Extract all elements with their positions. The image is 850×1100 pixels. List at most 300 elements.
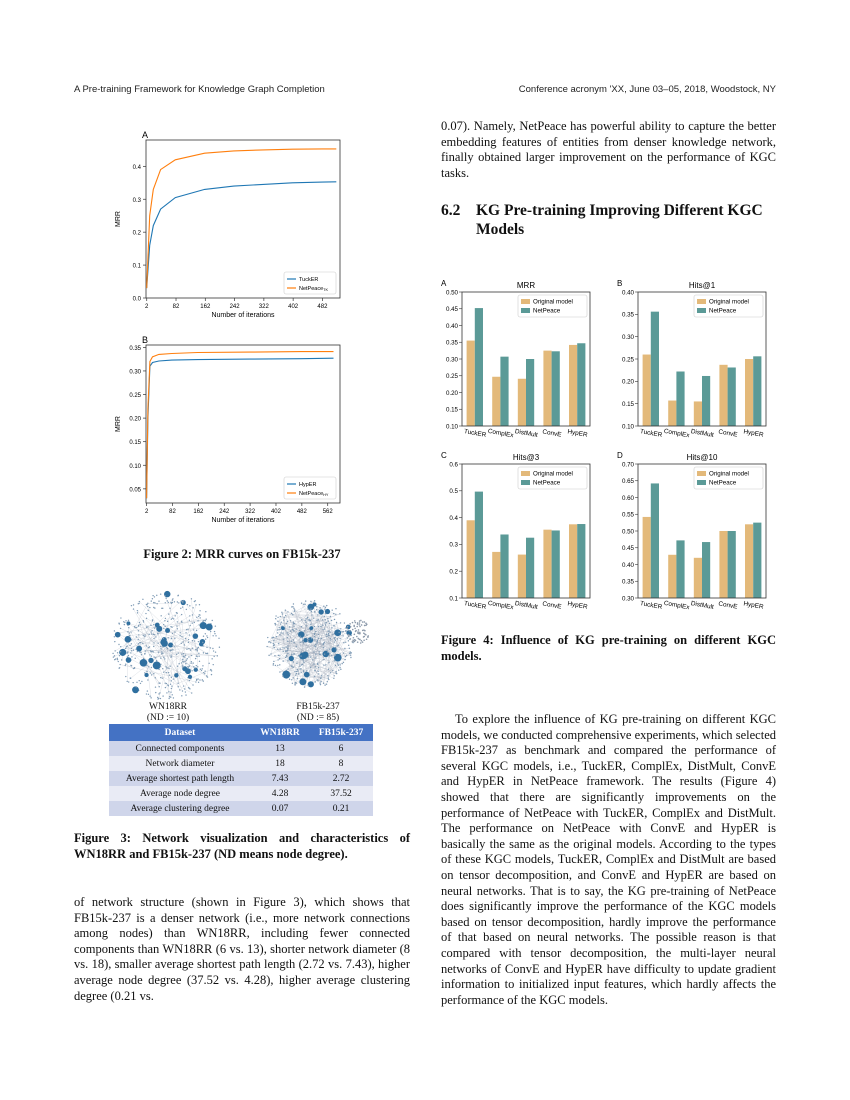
network-node [120, 646, 121, 647]
network-node [173, 697, 174, 698]
network-node [360, 640, 362, 642]
network-node [326, 649, 327, 650]
network-node [198, 656, 199, 657]
network-node [180, 608, 181, 609]
network-node [275, 615, 276, 616]
network-node [150, 697, 151, 698]
network-visualization-wn18rr [108, 588, 224, 704]
network-node [166, 692, 167, 693]
table-cell: 2.72 [309, 771, 373, 786]
network-node [297, 669, 298, 670]
legend-label: Original model [709, 298, 749, 306]
network-node [280, 629, 281, 630]
network-node [117, 652, 118, 653]
network-node [151, 600, 152, 601]
x-tick-label: 82 [169, 509, 176, 515]
network-node [299, 678, 306, 685]
network-node [362, 621, 364, 623]
network-node [125, 664, 126, 665]
network-node [199, 661, 200, 662]
bar-original-tucker [467, 520, 475, 598]
network-node [178, 663, 179, 664]
network-node [196, 679, 197, 680]
network-node [185, 638, 186, 639]
network-node [192, 622, 193, 623]
network-node [277, 632, 278, 633]
y-tick-label: 0.4 [132, 164, 141, 171]
network-node [291, 613, 292, 614]
network-node [321, 675, 322, 676]
network-node [336, 649, 337, 650]
network-node [194, 601, 195, 602]
network-node [211, 674, 212, 675]
network-node [127, 625, 128, 626]
network-node [314, 626, 315, 627]
network-node [143, 620, 144, 621]
network-node [293, 639, 294, 640]
network-node [300, 668, 301, 669]
network-node [287, 641, 288, 642]
network-node [199, 679, 200, 680]
network-node [126, 621, 130, 625]
network-node [349, 648, 350, 649]
network-node [364, 621, 366, 623]
panel-label: A [441, 279, 447, 288]
y-tick-label: 0.0 [132, 296, 141, 303]
network-node [140, 659, 148, 667]
network-node [363, 636, 365, 638]
network-node [154, 596, 155, 597]
network-node [182, 666, 183, 667]
network-node [320, 678, 321, 679]
network-node [316, 642, 317, 643]
network-node [170, 602, 171, 603]
network-node [293, 603, 294, 604]
network-node [340, 669, 341, 670]
network-node [120, 617, 121, 618]
x-tick-label: ComplEx [663, 599, 691, 612]
section-title: KG Pre-training Improving Different KGC Models [476, 202, 763, 238]
network-node [320, 626, 321, 627]
network-node [153, 661, 161, 669]
network-node [279, 655, 280, 656]
network-node [343, 652, 344, 653]
network-node [361, 624, 363, 626]
y-tick-label: 0.30 [445, 356, 458, 364]
network-node [278, 643, 279, 644]
network-node [318, 673, 319, 674]
network-node [160, 646, 161, 647]
network-node [174, 615, 175, 616]
network-node [172, 602, 173, 603]
network-node [349, 653, 350, 654]
network-node [146, 693, 147, 694]
network-node [335, 655, 336, 656]
network-node [304, 630, 305, 631]
network-node [354, 628, 356, 630]
network-node [306, 673, 310, 677]
x-tick-label: DistMult [514, 428, 539, 439]
network-node [142, 599, 143, 600]
y-tick-label: 0.65 [621, 478, 634, 486]
x-tick-label: TuckER [639, 428, 663, 439]
legend-subscript: HY [323, 493, 329, 498]
y-tick-label: 0.40 [621, 289, 634, 297]
network-node [134, 626, 135, 627]
network-node [153, 638, 154, 639]
network-node [181, 695, 182, 696]
network-node [203, 620, 204, 621]
network-node [137, 612, 138, 613]
network-node [196, 617, 197, 618]
network-node [306, 670, 307, 671]
network-node [300, 651, 301, 652]
network-node [325, 664, 326, 665]
network-edge [191, 599, 196, 656]
network-node [333, 678, 334, 679]
network-node [170, 657, 171, 658]
network-node [292, 683, 293, 684]
network-node [155, 686, 156, 687]
network-node [119, 655, 120, 656]
network-node [356, 636, 358, 638]
network-node [155, 636, 156, 637]
y-tick-label: 0.3 [132, 197, 141, 204]
x-tick-label: TuckER [463, 600, 487, 611]
y-tick-label: 0.45 [445, 306, 458, 314]
bar-netpeace-tucker [475, 492, 483, 598]
series-line-netpeace [147, 149, 337, 288]
network-node [118, 644, 119, 645]
network-node [183, 666, 184, 667]
network-node [344, 648, 345, 649]
network-node [210, 647, 211, 648]
network-node [136, 636, 137, 637]
network-node [293, 623, 294, 624]
network-node [189, 605, 190, 606]
table-cell: 18 [251, 756, 309, 771]
network-node [293, 677, 294, 678]
network-node [341, 631, 342, 632]
network-node [347, 626, 349, 628]
network-node [283, 639, 284, 640]
network-node [167, 648, 168, 649]
network-node [273, 645, 274, 646]
network-node [167, 600, 168, 601]
network-node [120, 628, 121, 629]
network-node [186, 659, 187, 660]
network-node [203, 680, 204, 681]
network-node [193, 633, 199, 639]
network-node [366, 638, 368, 640]
network-node [157, 697, 158, 698]
y-tick-label: 0.4 [449, 514, 458, 522]
network-node [146, 645, 147, 646]
network-node [299, 636, 300, 637]
network-node [174, 673, 178, 677]
network-node [158, 600, 159, 601]
network-node [334, 641, 335, 642]
network-node [272, 637, 273, 638]
network-node [345, 641, 346, 642]
network-node [190, 663, 191, 664]
network-node [148, 694, 149, 695]
network-node [172, 599, 173, 600]
network-node [164, 626, 165, 627]
network-node [363, 639, 365, 641]
network-node [203, 672, 204, 673]
network-node [183, 661, 184, 662]
network-node [352, 639, 354, 641]
x-tick-label: TuckER [463, 428, 487, 439]
network-node [140, 642, 141, 643]
y-tick-label: 0.20 [621, 378, 634, 386]
legend-label: Original model [533, 470, 573, 478]
network-node [168, 613, 169, 614]
y-tick-label: 0.35 [129, 345, 141, 352]
network-node [162, 668, 163, 669]
x-tick-label: 322 [258, 304, 269, 310]
network-node [163, 624, 164, 625]
x-tick-label: ComplEx [487, 427, 515, 440]
network-node [286, 632, 287, 633]
x-tick-label: HypER [742, 600, 765, 611]
network-node [322, 619, 323, 620]
network-node [276, 636, 277, 637]
network-node [172, 645, 173, 646]
network-node [323, 664, 324, 665]
network-node [335, 608, 336, 609]
section-heading [441, 201, 776, 239]
panel-label: A [142, 130, 149, 140]
network-node [354, 620, 356, 622]
network-node [194, 640, 195, 641]
network-node [194, 668, 198, 672]
network-node [145, 613, 146, 614]
y-tick-label: 0.30 [129, 369, 141, 376]
bar-original-complex [492, 552, 500, 598]
network-node [350, 626, 352, 628]
network-node [282, 676, 283, 677]
network-node [354, 639, 356, 641]
network-node [156, 626, 162, 632]
network-node [143, 658, 144, 659]
network-node [354, 634, 356, 636]
x-tick-label: DistMult [690, 600, 715, 611]
network-node [339, 638, 340, 639]
x-tick-label: 322 [245, 509, 256, 515]
network-node [213, 650, 214, 651]
network-node [333, 625, 334, 626]
network-node [285, 615, 286, 616]
network-node [213, 656, 214, 657]
network-node [137, 610, 138, 611]
y-axis-label: MRR [115, 416, 122, 432]
network-node [166, 667, 167, 668]
network-node [189, 620, 190, 621]
network-node [162, 653, 163, 654]
network-node [148, 666, 149, 667]
table-cell: 0.07 [251, 801, 309, 816]
x-tick-label: ConvE [541, 600, 562, 611]
x-tick-label: DistMult [514, 600, 539, 611]
right-column-paragraph-bottom: To explore the influence of KG pre-training on different KGC models, we conducted comprehensive experiments, which selected FB15k-237 as benchmark and compared the performance of several KGC models, i.e., TuckER, ComplEx, DistMult, ConvE and HypER in NetPeace framework. The results (Figure 4) showed that there are significantly improvements on the performance of NetPeace with TuckER, ComplEx and DistMult. The performance on NetPeace with ConvE and HypER is basically the same as the original models. According to the types of these KGC models, TuckER, ComplEx and DistMult are based on tensor decomposition, and ConvE and HypER are based on neural networks. That is to say, the KG pre-training of NetPeace does significantly improve the performance of the KGC models based on tensor decomposition, hardly improve the performance of that based on neural networks. The possible reason is that compared with tensor decomposition, the multi-layer neural networks of ConvE and HypER have difficulty to update gradient information to initialized input features, which hardly affects the performance of the KGC models. [441, 712, 776, 1007]
table-cell: 7.43 [251, 771, 309, 786]
network-node [291, 606, 292, 607]
network-node [323, 647, 324, 648]
network-node [114, 650, 115, 651]
panel-label: B [617, 279, 623, 288]
network-node [206, 624, 213, 631]
network-node [303, 604, 304, 605]
figure-2-panel-a [110, 128, 350, 323]
net1-label [120, 702, 216, 724]
network-node [166, 672, 167, 673]
network-node [156, 595, 157, 596]
network-node [343, 662, 344, 663]
network-node [138, 634, 139, 635]
bar-original-conve [543, 530, 551, 598]
network-node [269, 641, 270, 642]
x-tick-label: ComplEx [663, 427, 691, 440]
bar-original-tucker [643, 355, 651, 426]
y-tick-label: 0.2 [449, 568, 458, 576]
panel-label: B [142, 335, 149, 345]
network-edge [280, 617, 301, 627]
network-node [350, 657, 351, 658]
panel-label: D [617, 451, 623, 460]
network-node [131, 648, 132, 649]
network-node [192, 648, 193, 649]
network-node [146, 671, 147, 672]
network-node [181, 662, 182, 663]
network-node [294, 683, 295, 684]
network-node [310, 667, 311, 668]
network-node [353, 637, 355, 639]
legend-label: Original model [533, 298, 573, 306]
network-node [189, 634, 190, 635]
network-node [144, 672, 145, 673]
network-node [214, 631, 215, 632]
network-node [363, 629, 365, 631]
network-node [291, 654, 292, 655]
network-node [192, 662, 193, 663]
network-node [352, 641, 354, 643]
network-node [207, 653, 208, 654]
network-node [296, 646, 297, 647]
network-node [171, 677, 172, 678]
network-node [268, 655, 269, 656]
net1-name: WN18RR [149, 702, 187, 712]
network-node [148, 610, 149, 611]
network-node [308, 641, 309, 642]
network-node [343, 631, 344, 632]
table-cell: 6 [309, 741, 373, 756]
y-tick-label: 0.15 [129, 440, 141, 447]
network-node [318, 667, 319, 668]
bar-netpeace-conve [728, 367, 736, 426]
bar-netpeace-distmult [702, 542, 710, 598]
network-node [160, 677, 161, 678]
network-node [278, 629, 279, 630]
network-node [290, 620, 291, 621]
network-node [151, 633, 152, 634]
network-node [127, 631, 128, 632]
network-node [287, 660, 288, 661]
y-tick-label: 0.20 [129, 416, 141, 423]
bar-netpeace-hyper [577, 343, 585, 426]
network-node [336, 622, 337, 623]
network-node [161, 640, 168, 647]
network-node [282, 671, 290, 679]
chart-title: Hits@10 [686, 453, 718, 462]
network-node [170, 691, 171, 692]
network-node [184, 688, 185, 689]
network-node [200, 617, 201, 618]
y-tick-label: 0.10 [445, 423, 458, 431]
network-node [114, 655, 115, 656]
network-node [317, 640, 318, 641]
network-node [149, 607, 150, 608]
legend-swatch-original [697, 299, 706, 304]
bar-original-hyper [745, 524, 753, 598]
network-characteristics-table [109, 724, 373, 816]
network-node [162, 677, 163, 678]
network-node [152, 595, 153, 596]
legend-label: NetPeace [533, 307, 561, 315]
y-tick-label: 0.20 [445, 389, 458, 397]
network-node [215, 651, 216, 652]
y-tick-label: 0.70 [621, 461, 634, 469]
network-node [328, 669, 329, 670]
network-node [171, 649, 172, 650]
network-node [356, 626, 358, 628]
network-node [293, 661, 294, 662]
network-node [181, 622, 182, 623]
network-node [211, 670, 212, 671]
network-node [314, 634, 315, 635]
network-node [121, 659, 122, 660]
network-node [304, 620, 305, 621]
network-node [178, 652, 179, 653]
network-node [199, 624, 200, 625]
bar-original-hyper [569, 524, 577, 598]
network-node [348, 640, 349, 641]
network-node [134, 658, 135, 659]
network-node [132, 682, 133, 683]
x-tick-label: TuckER [639, 600, 663, 611]
network-node [301, 641, 302, 642]
network-node [346, 628, 348, 630]
network-node [127, 645, 128, 646]
network-node [188, 642, 189, 643]
network-node [291, 679, 292, 680]
network-node [191, 661, 192, 662]
network-node [279, 658, 280, 659]
network-node [174, 638, 175, 639]
x-tick-label: ConvE [717, 600, 738, 611]
network-node [138, 630, 139, 631]
network-node [299, 630, 300, 631]
bar-netpeace-distmult [526, 538, 534, 598]
network-node [340, 628, 341, 629]
network-node [287, 645, 288, 646]
network-node [153, 642, 154, 643]
network-node [319, 682, 320, 683]
network-node [280, 623, 281, 624]
network-node [147, 626, 148, 627]
table-header: Dataset [109, 724, 251, 741]
